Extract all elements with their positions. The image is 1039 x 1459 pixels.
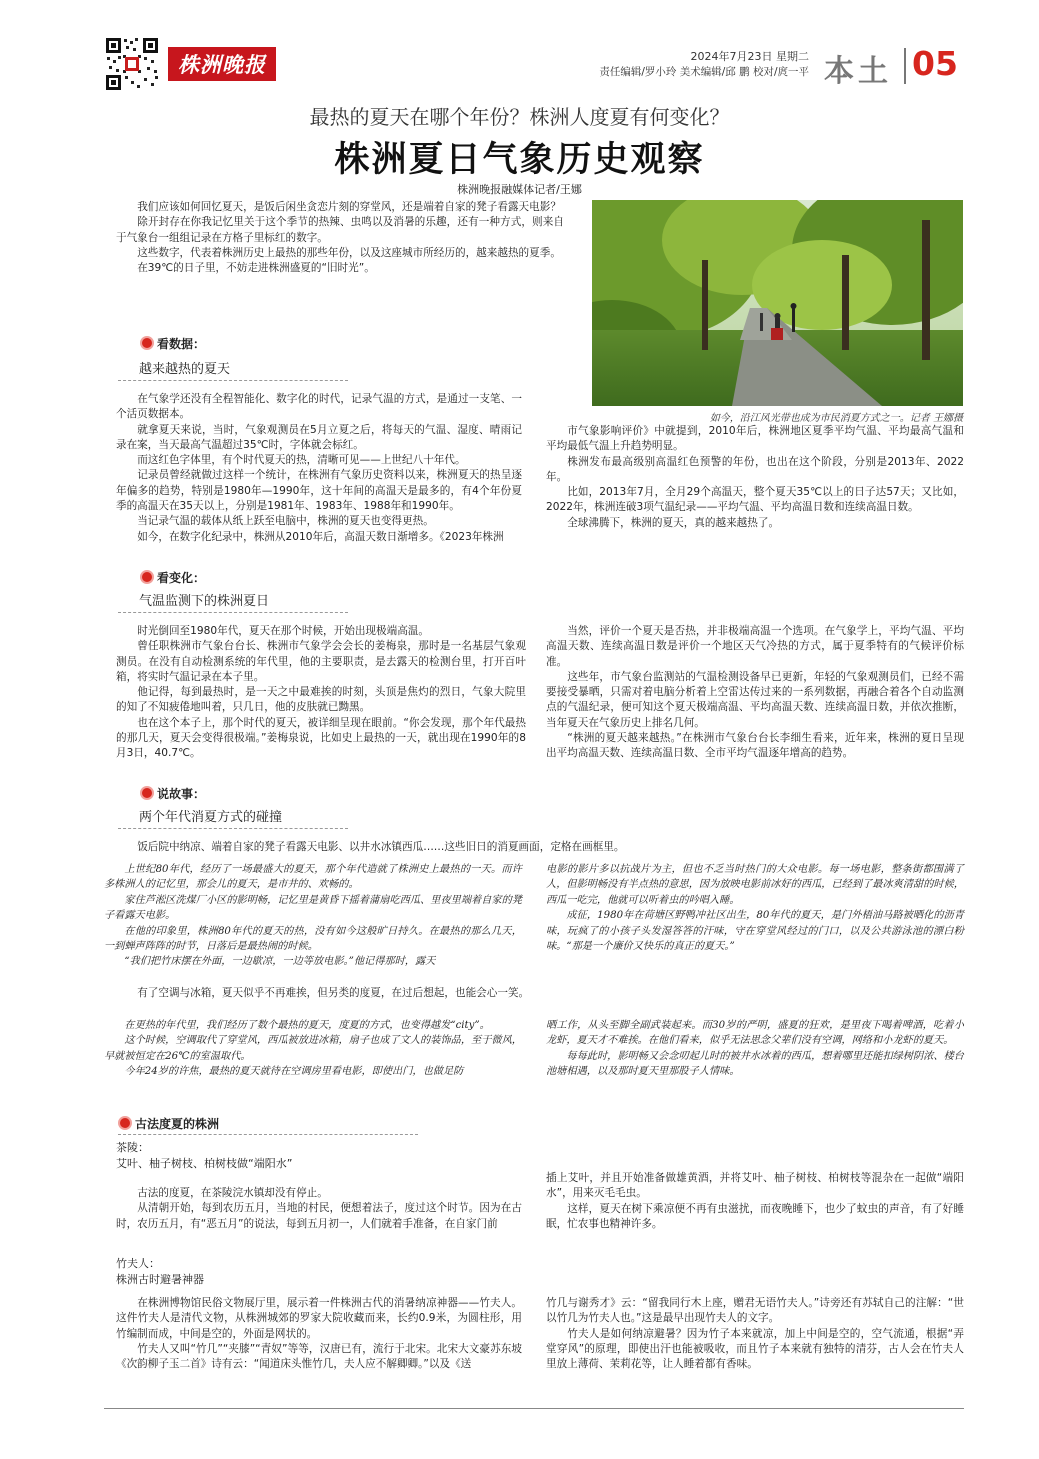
body-paragraph: 比如，2013年7月，全月29个高温天，整个夏天35℃以上的日子达57天；又比如，2022年，株洲连破3项气温纪录——平均气温、平均高温日数和连续高温日数。 <box>546 486 964 514</box>
red-dot-icon <box>140 786 154 800</box>
story-paragraph: 电影的影片多以抗战片为主，但也不乏当时热门的大众电影。每一场电影，整条街都围满了人，但影明畅没有半点热的意思，因为放映电影前冰好的西瓜，已经到了最冰爽清甜的时候，西瓜一吃完，他就可以听着虫的吟唱入睡。 <box>546 864 964 906</box>
intro-paragraph: 在39℃的日子里，不妨走进株洲盛夏的“旧时光”。 <box>137 262 375 275</box>
section3-lead: 饭后院中纳凉、端着自家的凳子看露天电影、以井水冰镇西瓜……这些旧日的消夏画面，定格在画框里。 <box>137 841 625 853</box>
body-paragraph: 当记录气温的载体从纸上跃至电脑中，株洲的夏天也变得更热。 <box>137 515 434 528</box>
section-name: 本土 <box>824 54 892 89</box>
section-badge-story <box>140 784 205 802</box>
red-dot-icon <box>140 570 154 584</box>
body-paragraph: 插上艾叶，并且开始准备做雄黄酒，并将艾叶、柚子树枝、柏树枝等混杂在一起做“端阳水”，用来灭毛毛虫。 <box>546 1172 964 1200</box>
part2-right-text <box>546 1296 964 1372</box>
body-paragraph: 竹夫人是如何纳凉避暑？因为竹子本来就凉，加上中间是空的，空气流通，根据“弄堂穿风”的原理，即使出汗也能被吸收，而且竹子本来就有独特的清芬，古人会在竹夫人里放上薄荷、茉莉花等，让人睡着都有香味。 <box>546 1327 964 1371</box>
body-paragraph: 就拿夏天来说，当时，气象观测员在5月立夏之后，将每天的气温、湿度、晴雨记录在案，当天最高气温超过35℃时，字体就会标红。 <box>116 423 522 451</box>
body-paragraph: 而这红色字体里，有个时代夏天的热，清晰可见——上世纪八十年代。 <box>137 454 466 467</box>
bottom-rule <box>104 1408 964 1409</box>
park-path-photo <box>592 200 963 406</box>
body-paragraph: 竹夫人又叫“竹几”“夹膝”“青奴”等等，汉唐已有，流行于北宋。北宋大文豪苏东坡《次韵柳子玉二首》诗有云：“闻道床头惟竹几，夫人应不解卿卿。”以及《送 <box>116 1342 522 1371</box>
body-paragraph: 竹几与谢秀才》云：“留我同行木上座，赠君无语竹夫人。”诗旁还有苏轼自己的注解：“世以竹几为竹夫人也。”这是最早出现竹夫人的文字。 <box>546 1297 964 1325</box>
part1-place: 茶陵： <box>116 1141 149 1154</box>
headline-kicker: 最热的夏天在哪个年份？株洲人度夏有何变化？ <box>309 105 730 129</box>
section-badge-change <box>140 568 205 586</box>
part2-item: 竹夫人： <box>116 1257 160 1270</box>
section3-mid: 有了空调与冰箱，夏天似乎不再难挨，但另类的度夏，在过后想起，也能会心一笑。 <box>137 987 530 999</box>
part2-topic: 株洲古时避暑神器 <box>116 1273 204 1286</box>
part2-heading <box>116 1256 204 1288</box>
story2-left-text <box>104 1018 522 1080</box>
body-paragraph: 也在这个本子上，那个时代的夏天，被详细呈现在眼前。“你会发现，那个年代最热的那几天，夏天会变得很极端。”姜梅泉说，比如史上最热的一天，就出现在1990年的8月3日，40.7℃。 <box>116 716 526 760</box>
section-label: 古法度夏的株洲 <box>135 1116 220 1131</box>
story-paragraph: 这个时候，空调取代了穿堂风，西瓜被放进冰箱，扇子也成了文人的装饰品，至于微风，早就被恒定在26℃的室温取代。 <box>104 1035 522 1062</box>
body-paragraph: 当然，评价一个夏天是否热，并非极端高温一个选项。在气象学上，平均气温、平均高温天数、连续高温日数是评价一个地区天气冷热的方式，属于夏季特有的气候评价标准。 <box>546 625 964 668</box>
story-paragraph: 在更热的年代里，我们经历了数个最热的夏天，度夏的方式，也变得越发“city”。 <box>124 1020 490 1031</box>
story-paragraph: 家住芦淞区洗煤厂小区的影明畅，记忆里是黄昏下摇着蒲扇吃西瓜、里夜里端着自家的凳子看露天电影。 <box>104 894 522 922</box>
section-label: 看变化： <box>157 570 206 585</box>
section-label: 看数据： <box>157 336 206 351</box>
intro-paragraph: 这些数字，代表着株洲历史上最热的那些年份，以及这座城市所经历的，越来越热的夏季。 <box>137 246 561 259</box>
subtitle-underline <box>118 828 348 829</box>
newspaper-logo <box>168 47 276 81</box>
part1-right-text <box>546 1171 964 1232</box>
part1-left-text <box>116 1186 522 1232</box>
section2-left-text <box>116 624 526 762</box>
body-paragraph: 市气象影响评价》中就提到，2010年后，株洲地区夏季平均气温、平均最高气温和平均最低气温上升趋势明显。 <box>546 425 964 453</box>
body-paragraph: 他记得，每到最热时，是一天之中最难挨的时刻，头顶是焦灼的烈日，气象大院里的知了不知疲倦地叫着，只几日，他的皮肤就已黝黑。 <box>116 686 526 714</box>
body-paragraph: 株洲发布最高级别高温红色预警的年份，也出在这个阶段，分别是2013年、2022年。 <box>546 455 964 483</box>
issue-date: 2024年7月23日 星期二 <box>690 50 809 63</box>
red-dot-icon <box>140 336 154 350</box>
headline-title: 株洲夏日气象历史观察 <box>334 140 705 180</box>
intro-paragraph: 我们应该如何回忆夏天，是饭后闲坐贪恋片刻的穿堂风，还是端着自家的凳子看露天电影？ <box>137 201 561 213</box>
byline: 株洲晚报融媒体记者/王娜 <box>457 183 582 196</box>
intro-text <box>116 200 564 276</box>
section-label: 说故事： <box>157 786 206 801</box>
body-paragraph: 从清朝开始，每到农历五月，当地的村民，便想着法子，度过这个时节。因为在古时，农历五月，有“恶五月”的说法，每到五月初一，人们就着手准备，在自家门前 <box>116 1202 522 1230</box>
body-paragraph: 在株洲博物馆民俗文物展厅里，展示着一件株洲古代的消暑纳凉神器——竹夫人。这件竹夫人是清代文物，从株洲城郊的罗家大院收藏而来，长约0.9米，为圆柱形，用竹编制而成，中间是空的，外面是网状的。 <box>116 1297 522 1340</box>
body-paragraph: 古法的度夏，在茶陵浣水镇却没有停止。 <box>137 1187 328 1199</box>
page-number: 05 <box>912 44 958 83</box>
section2-right-text <box>546 624 964 762</box>
body-paragraph: 在气象学还没有全程智能化、数字化的时代，记录气温的方式，是通过一支笔、一个活页数据本。 <box>116 393 522 421</box>
story-paragraph: 今年24岁的许焦，最热的夏天就待在空调房里看电影，即使出门，也做足防 <box>124 1066 464 1078</box>
section-badge-data <box>140 334 205 352</box>
story-paragraph: 每每此时，影明畅又会念叨起儿时的被井水冰着的西瓜，想着哪里还能扣绿树阴浓、楼台池塘相遇，以及那时夏天里那股子人情味。 <box>546 1050 964 1078</box>
story1-left-text <box>104 862 522 970</box>
subtitle-underline <box>118 612 348 613</box>
body-paragraph: 如今，在数字化纪录中，株洲从2010年后，高温天数日渐增多。《2023年株洲 <box>137 530 504 543</box>
section-badge-ancient <box>118 1114 219 1132</box>
part2-left-text <box>116 1296 522 1372</box>
story2-right-text <box>546 1018 964 1080</box>
logo-text: 株洲晚报 <box>178 52 266 77</box>
section-subtitle: 两个年代消夏方式的碰撞 <box>139 810 283 825</box>
section-subtitle: 气温监测下的株洲夏日 <box>139 594 270 609</box>
story1-right-text <box>546 862 964 954</box>
masthead-divider <box>904 48 906 84</box>
story-paragraph: 上世纪80年代，经历了一场最盛大的夏天，那个年代造就了株洲史上最热的一天。而许多株洲人的记忆里，那会儿的夏天，是市井的、欢畅的。 <box>104 864 522 891</box>
section-subtitle: 越来越热的夏天 <box>139 362 231 377</box>
body-paragraph: 时光倒回至1980年代，夏天在那个时候，开始出现极端高温。 <box>137 625 429 637</box>
photo-caption: 如今，沿江风光带也成为市民消夏方式之一。记者 王娜摄 <box>709 413 963 424</box>
story-paragraph: 在他的印象里，株洲80年代的夏天的热，没有如今这般旷日持久。在最热的那么几天，一到蝉声阵阵的时节，日落后是最热闹的时候。 <box>104 925 522 953</box>
body-paragraph: “株洲的夏天越来越热。”在株洲市气象台台长李细生看来，近年来，株洲的夏日呈现出平均高温天数、连续高温日数、全市平均气温逐年增高的趋势。 <box>546 732 964 760</box>
body-paragraph: 曾任职株洲市气象台台长、株洲市气象学会会长的姜梅泉，那时是一名基层气象观测员。在没有自动检测系统的年代里，他的主要职责，是去露天的检测台里，打开百叶箱，将实时气温记录在本子里。 <box>116 640 526 683</box>
story-paragraph: 晒工作，从头至脚全副武装起来。而30岁的严明，盛夏的狂欢，是里夜下喝着啤酒，吃着小龙虾，夏天才不难挨。在他们看来，似乎无法思念父辈们没有空调，网络和小龙虾的夏天。 <box>546 1020 964 1047</box>
body-paragraph: 这些年，市气象台监测站的气温检测设备早已更新，年轻的气象观测员们，已经不需要接受暴晒，只需对着电脑分析着上空雷达传过来的一系列数据，再融合着各个自动监测点的气温纪录，便可知这个夏天极端高温、平均高温天数、连续高温日数，并依次推断，当年夏天在气象历史上排名几何。 <box>546 670 964 729</box>
story-paragraph: 成征，1980年在荷塘区野鸭冲社区出生，80年代的夏天，是门外梧油马路被晒化的沥青味，玩疯了的小孩子头发湿答答的汗味，守在穿堂风经过的门口，以及公共游泳池的漂白粉味。“那是一个廉价又快乐的真正的夏天。” <box>546 910 964 953</box>
qr-code[interactable] <box>104 36 160 92</box>
section1-left-text <box>116 392 522 545</box>
subtitle-underline <box>118 1134 418 1135</box>
part1-topic: 艾叶、柚子树枝、柏树枝做“端阳水” <box>116 1157 293 1170</box>
body-paragraph: 这样，夏天在树下乘凉便不再有虫滋扰，而夜晚睡下，也少了蚊虫的声音，有了好睡眠，忙农事也精神许多。 <box>546 1202 964 1230</box>
section1-right-text <box>546 424 964 531</box>
subtitle-underline <box>118 380 348 381</box>
part1-heading <box>116 1140 292 1172</box>
body-paragraph: 记录员曾经就做过这样一个统计，在株洲有气象历史资料以来，株洲夏天的热呈逐年偏多的趋势，特别是1980年—1990年，这十年间的高温天是最多的，有4个年份夏季的高温天在35天以上，分别是1981年、1983年、1988年和1990年。 <box>116 469 522 513</box>
red-dot-icon <box>118 1116 132 1130</box>
body-paragraph: 全球沸腾下，株洲的夏天，真的越来越热了。 <box>567 516 780 529</box>
editor-credits: 责任编辑/罗小玲 美术编辑/邱 鹏 校对/庹一平 <box>599 66 809 78</box>
story-paragraph: “我们把竹床摆在外面，一边歇凉，一边等放电影。”他记得那时，露天 <box>124 956 436 968</box>
intro-paragraph: 除开封存在你我记忆里关于这个季节的热辣、虫鸣以及消暑的乐趣，还有一种方式，则来自于气象台一组组记录在方格子里标红的数字。 <box>116 216 564 244</box>
